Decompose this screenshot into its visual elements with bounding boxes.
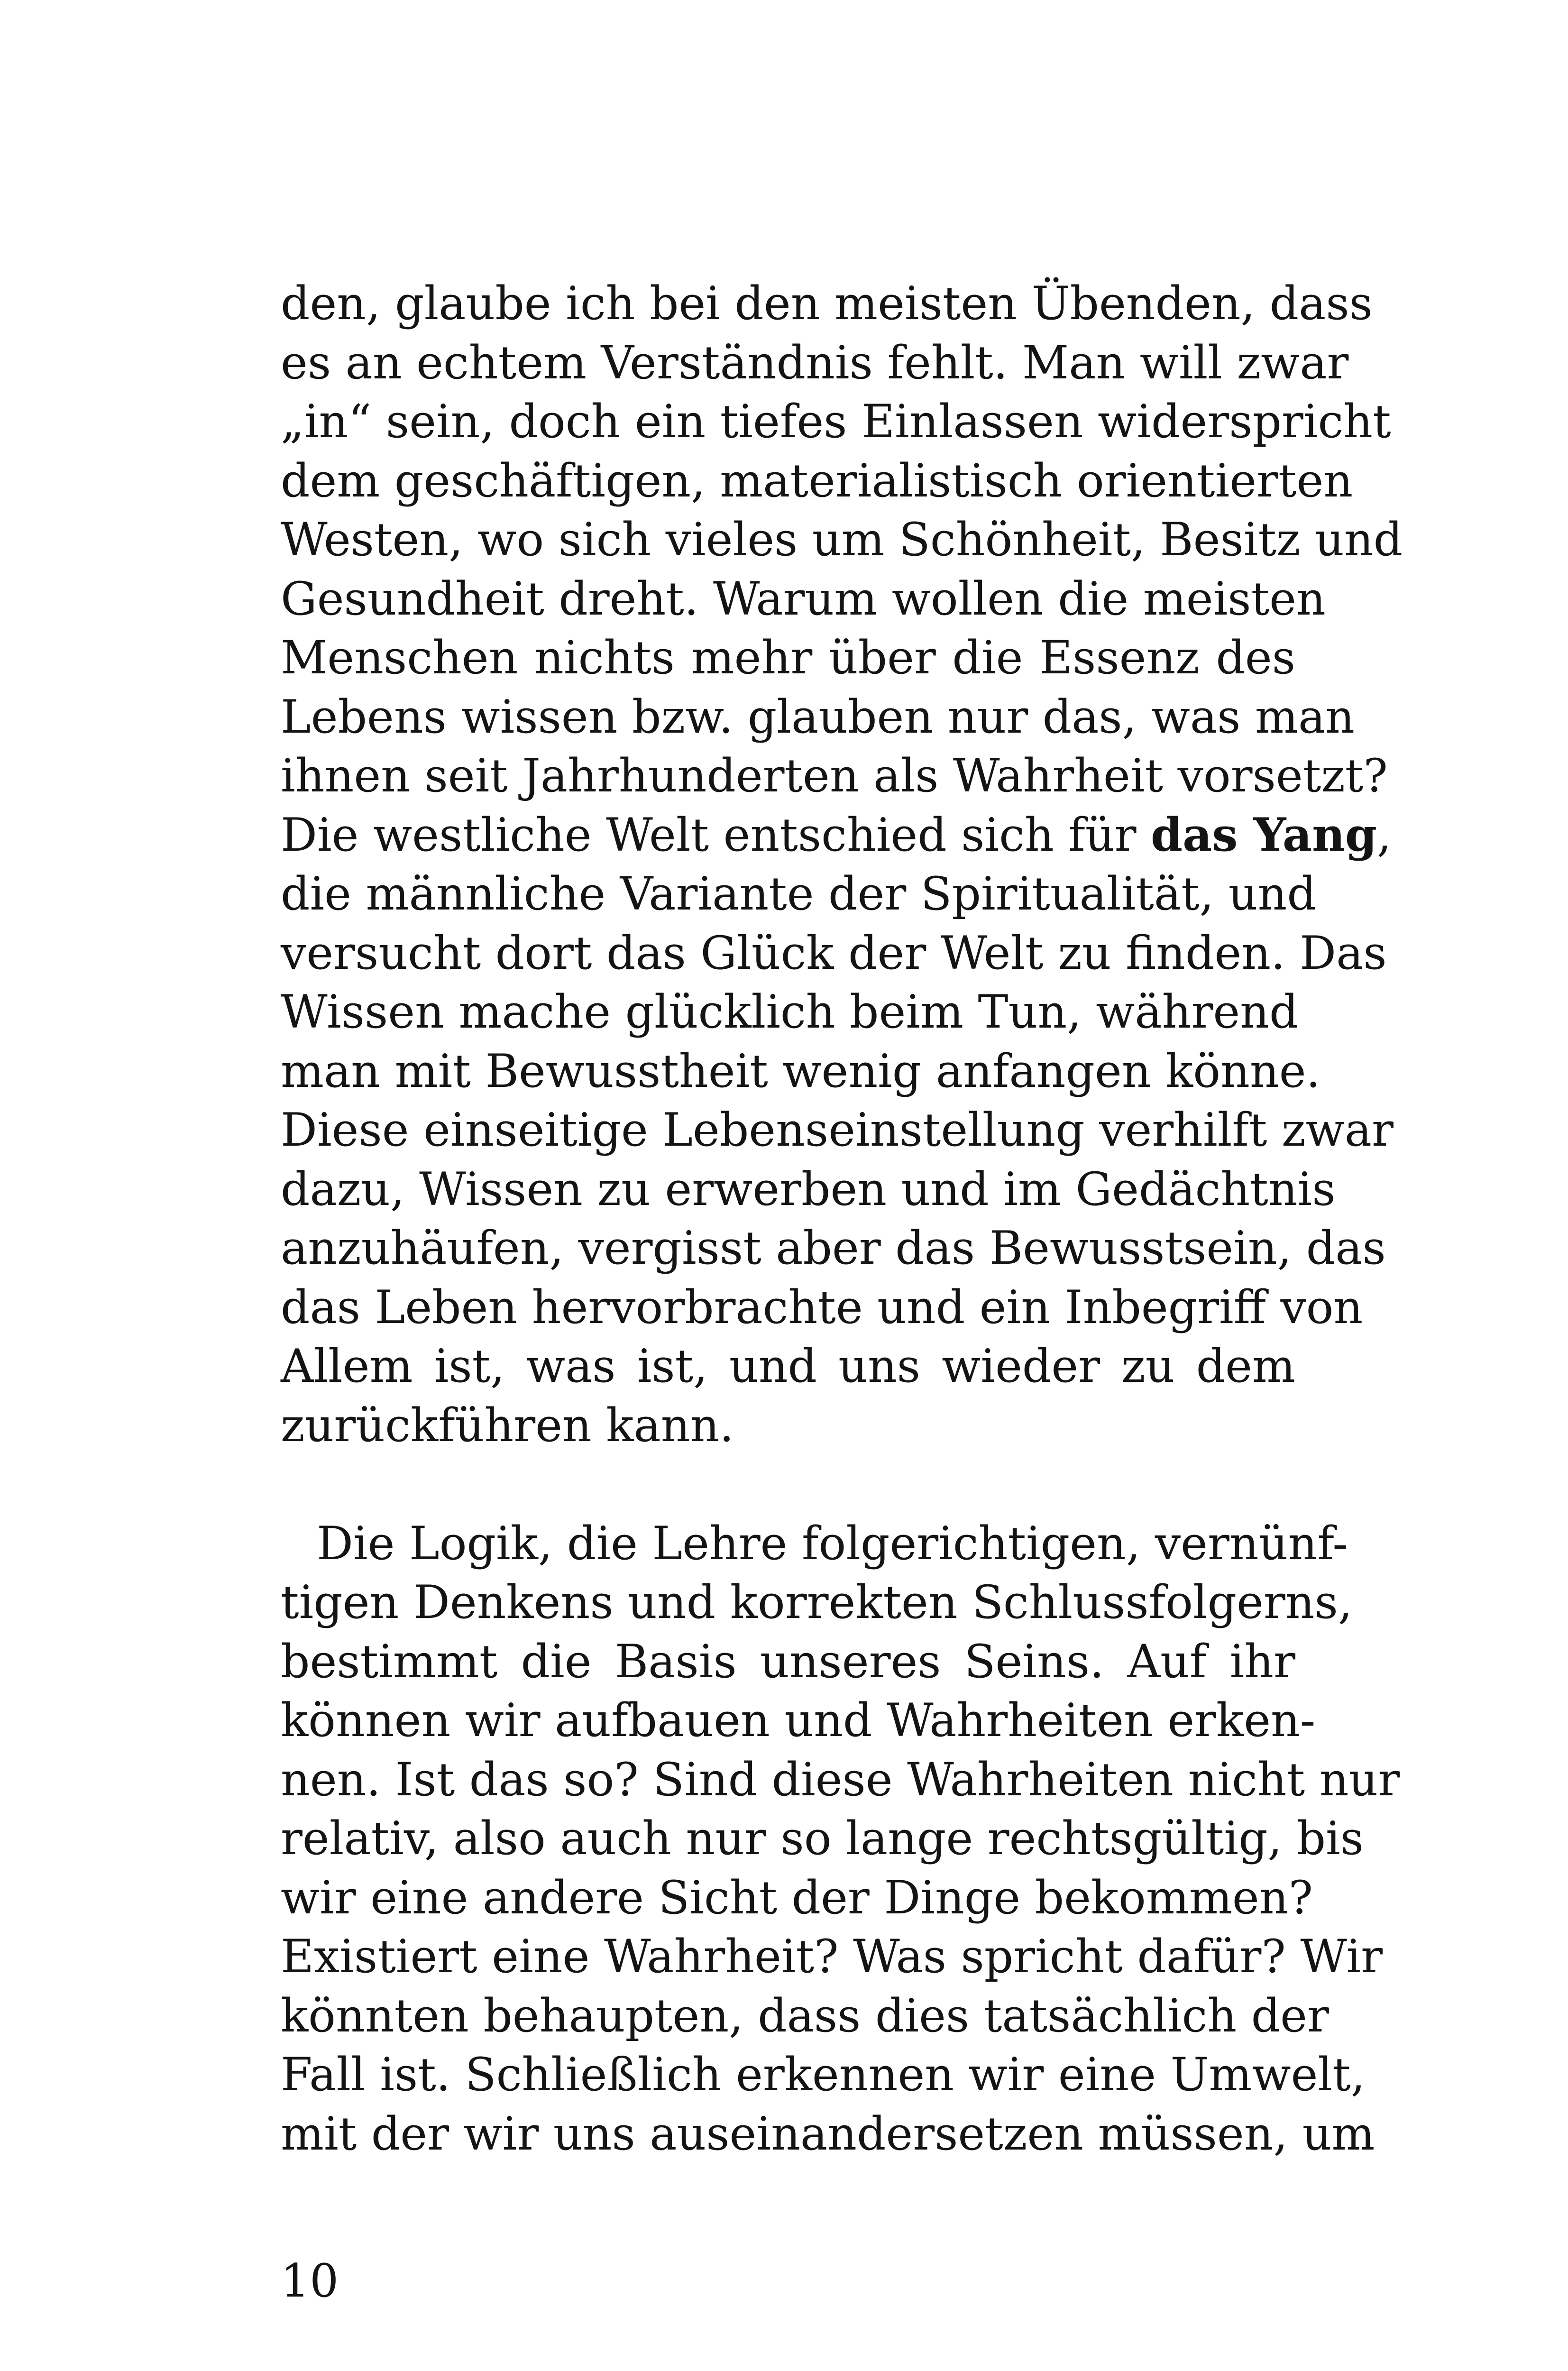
text-line: bestimmt die Basis unseres Seins. Auf ihr bbox=[281, 1635, 1295, 1688]
text-line: man mit Bewusstheit wenig anfangen könne. bbox=[281, 1044, 1321, 1098]
paragraph-gap bbox=[281, 1455, 1295, 1514]
text-line: Existiert eine Wahrheit? Was spricht dafür? Wir bbox=[281, 1930, 1383, 1983]
text-line: zurückführen kann. bbox=[281, 1398, 734, 1452]
text-line: die männliche Variante der Spiritualität, und bbox=[281, 867, 1316, 920]
text-line: ihnen seit Jahrhunderten als Wahrheit vorsetzt? bbox=[281, 749, 1388, 802]
text-line: anzuhäufen, vergisst aber das Bewusstsein, das bbox=[281, 1222, 1386, 1275]
text-line: Diese einseitige Lebenseinstellung verhilft zwar bbox=[281, 1103, 1394, 1157]
text-line: das Leben hervorbrachte und ein Inbegriff von bbox=[281, 1280, 1363, 1334]
text-line: nen. Ist das so? Sind diese Wahrheiten nicht nur bbox=[281, 1753, 1400, 1806]
text-line: tigen Denkens und korrekten Schlussfolgerns, bbox=[281, 1576, 1353, 1629]
text-line: Lebens wissen bzw. glauben nur das, was man bbox=[281, 690, 1355, 744]
text-line: Fall ist. Schließlich erkennen wir eine Umwelt, bbox=[281, 2048, 1366, 2101]
text-line-with-emphasis bbox=[281, 806, 1392, 865]
bold-emphasis: das Yang bbox=[1151, 808, 1377, 862]
text-line: versucht dort das Glück der Welt zu finden. Das bbox=[281, 926, 1387, 980]
text-line: „in“ sein, doch ein tiefes Einlassen widerspricht bbox=[281, 395, 1391, 448]
text-line: Die Logik, die Lehre folgerichtigen, vernünf- bbox=[317, 1516, 1348, 1570]
text-line: Wissen mache glücklich beim Tun, während bbox=[281, 985, 1299, 1038]
text-line: den, glaube ich bei den meisten Übenden, dass bbox=[281, 277, 1373, 330]
text-line: Allem ist, was ist, und uns wieder zu dem bbox=[281, 1340, 1295, 1393]
text-line: dem geschäftigen, materialistisch orientierten bbox=[281, 454, 1353, 507]
text-line: können wir aufbauen und Wahrheiten erken- bbox=[281, 1694, 1316, 1747]
page-number: 10 bbox=[281, 2254, 339, 2307]
text-line: dazu, Wissen zu erwerben und im Gedächtnis bbox=[281, 1162, 1336, 1216]
text-line: Westen, wo sich vieles um Schönheit, Besitz und bbox=[281, 513, 1403, 566]
text-run: , bbox=[1377, 808, 1392, 862]
text-line: relativ, also auch nur so lange rechtsgültig, bis bbox=[281, 1812, 1364, 1865]
text-line: Gesundheit dreht. Warum wollen die meisten bbox=[281, 572, 1326, 625]
text-line: mit der wir uns auseinandersetzen müssen, um bbox=[281, 2107, 1375, 2160]
text-run: Die westliche Welt entschied sich für bbox=[281, 808, 1151, 862]
text-line: es an echtem Verständnis fehlt. Man will zwar bbox=[281, 336, 1349, 389]
text-line: könnten behaupten, dass dies tatsächlich der bbox=[281, 1989, 1329, 2042]
body-text bbox=[281, 274, 1403, 2163]
text-line: wir eine andere Sicht der Dinge bekommen? bbox=[281, 1871, 1313, 1924]
text-line: Menschen nichts mehr über die Essenz des bbox=[281, 631, 1295, 684]
